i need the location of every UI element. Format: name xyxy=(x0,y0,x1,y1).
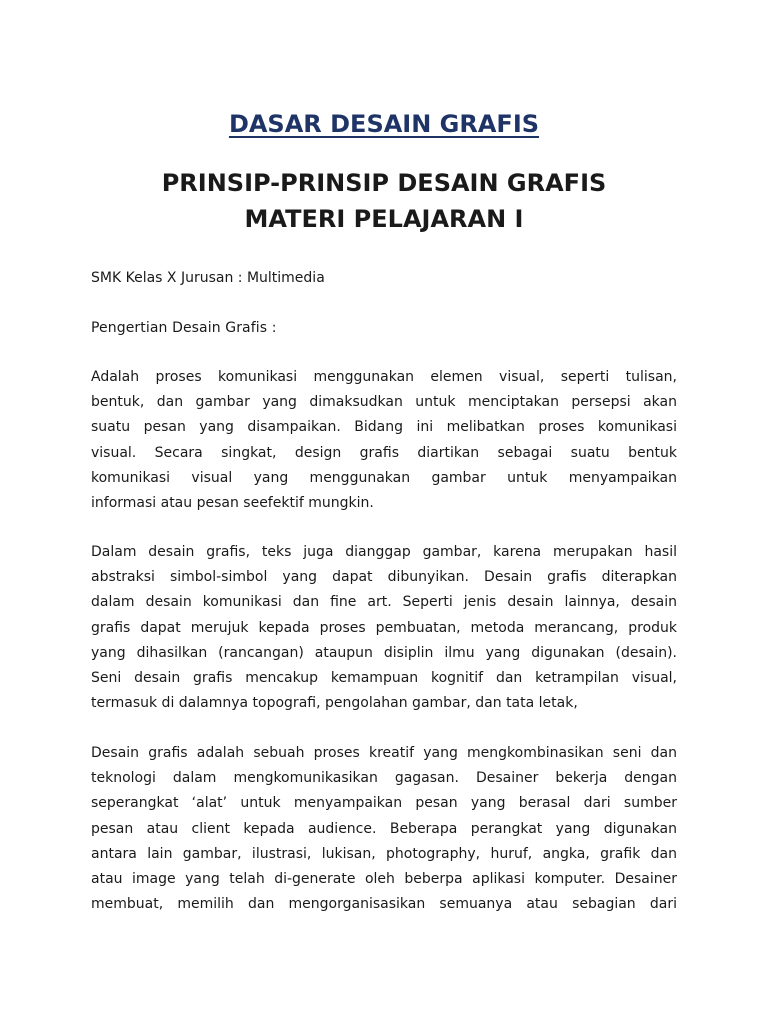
paragraph-line: suatu pesan yang disampaikan. Bidang ini melibatkan proses komunikasi xyxy=(91,419,677,436)
class-info: SMK Kelas X Jurusan : Multimedia xyxy=(91,270,325,286)
paragraph-line: visual. Secara singkat, design grafis diartikan sebagai suatu bentuk xyxy=(91,444,677,461)
document-subtitle xyxy=(91,165,677,237)
paragraph-line: termasuk di dalamnya topografi, pengolahan gambar, dan tata letak, xyxy=(91,695,578,712)
paragraph-line: membuat, memilih dan mengorganisasikan semuanya atau sebagian dari xyxy=(91,896,677,913)
paragraph-line: Desain grafis adalah sebuah proses kreatif yang mengkombinasikan seni dan xyxy=(91,745,677,761)
paragraph-line: antara lain gambar, ilustrasi, lukisan, photography, huruf, angka, grafik dan xyxy=(91,845,677,862)
paragraph-line: Adalah proses komunikasi menggunakan elemen visual, seperti tulisan, xyxy=(91,369,677,385)
paragraph-1 xyxy=(91,365,677,516)
section-heading: Pengertian Desain Grafis : xyxy=(91,320,277,336)
paragraph-line: Seni desain grafis mencakup kemampuan kognitif dan ketrampilan visual, xyxy=(91,669,677,686)
paragraph-line: atau image yang telah di-generate oleh beberpa aplikasi komputer. Desainer xyxy=(91,870,677,887)
paragraph-line: komunikasi visual yang menggunakan gambar untuk menyampaikan xyxy=(91,469,677,486)
paragraph-3 xyxy=(91,741,677,917)
subtitle-line-1: PRINSIP-PRINSIP DESAIN GRAFIS xyxy=(161,169,607,197)
paragraph-line: yang dihasilkan (rancangan) ataupun disiplin ilmu yang digunakan (desain). xyxy=(91,644,677,661)
subtitle-line-2: MATERI PELAJARAN I xyxy=(244,205,524,233)
paragraph-line: teknologi dalam mengkomunikasikan gagasan. Desainer bekerja dengan xyxy=(91,770,677,787)
paragraph-line: pesan atau client kepada audience. Beberapa perangkat yang digunakan xyxy=(91,820,677,837)
paragraph-line: grafis dapat merujuk kepada proses pembuatan, metoda merancang, produk xyxy=(91,619,677,636)
paragraph-line: informasi atau pesan seefektif mungkin. xyxy=(91,494,374,511)
paragraph-line: bentuk, dan gambar yang dimaksudkan untuk menciptakan persepsi akan xyxy=(91,394,677,411)
paragraph-line: Dalam desain grafis, teks juga dianggap gambar, karena merupakan hasil xyxy=(91,544,677,560)
paragraph-line: seperangkat ‘alat’ untuk menyampaikan pesan yang berasal dari sumber xyxy=(91,795,677,812)
paragraph-2 xyxy=(91,540,677,716)
document-title: DASAR DESAIN GRAFIS xyxy=(228,110,540,138)
paragraph-line: abstraksi simbol-simbol yang dapat dibunyikan. Desain grafis diterapkan xyxy=(91,569,677,586)
paragraph-line: dalam desain komunikasi dan fine art. Seperti jenis desain lainnya, desain xyxy=(91,594,677,611)
